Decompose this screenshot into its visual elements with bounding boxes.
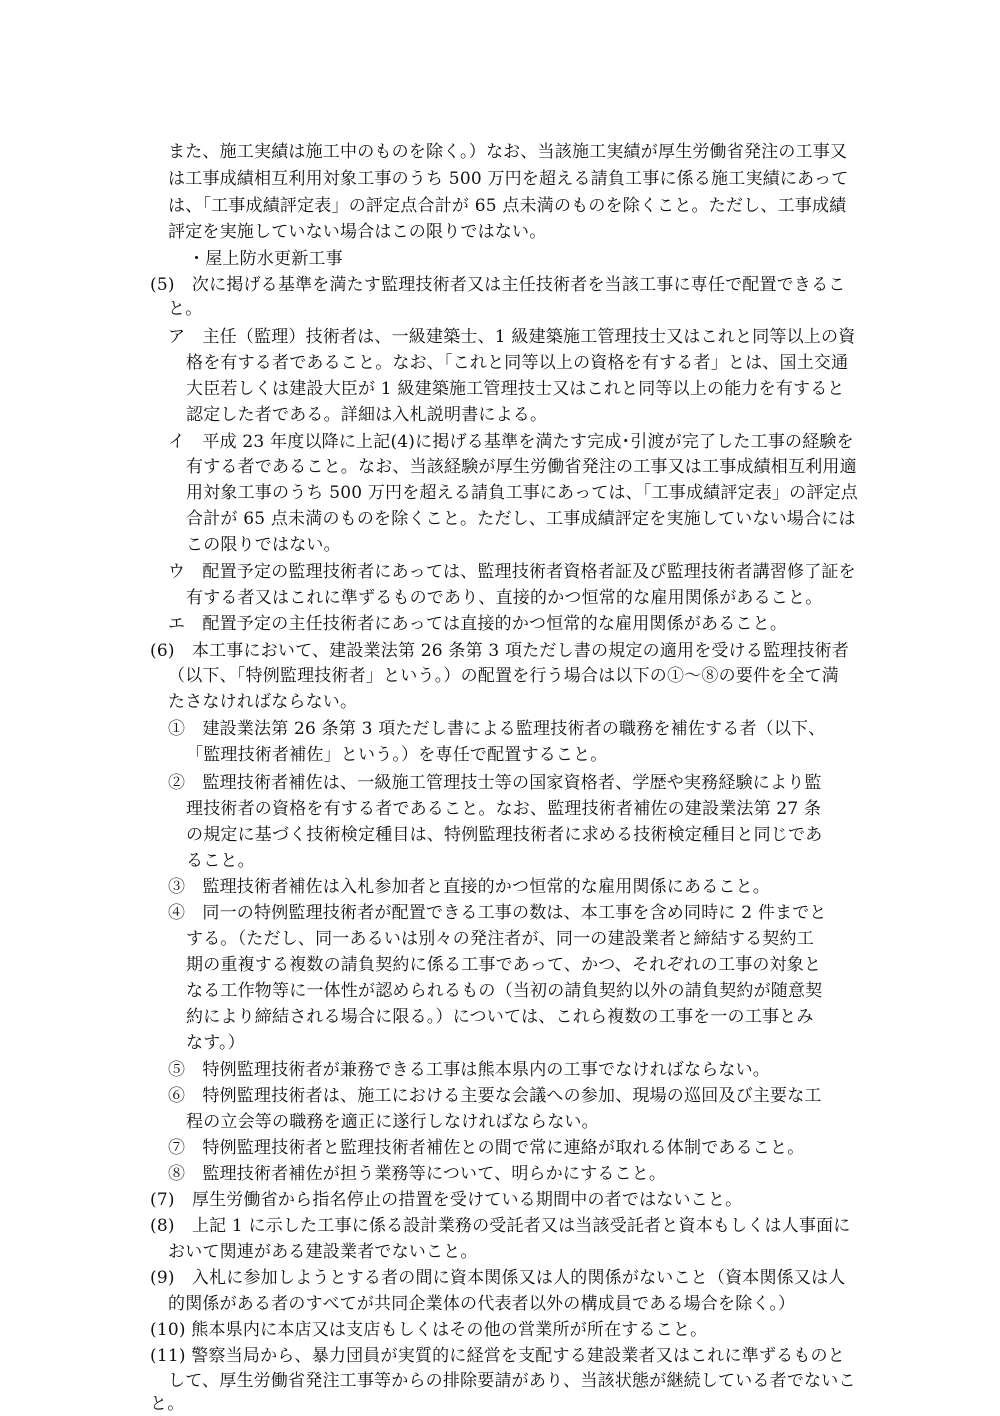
text-line: (8) 上記 1 に示した工事に係る設計業務の受託者又は当該受託者と資本もしくは人事面に [150, 1216, 851, 1236]
text-line: ⑥ 特例監理技術者は、施工における主要な会議への参加、現場の巡回及び主要な工 [168, 1086, 822, 1106]
text-line: 約により締結される場合に限る。）については、これら複数の工事を一の工事とみ [186, 1007, 814, 1027]
text-line: 合計が 65 点未満のものを除くこと。ただし、工事成績評定を実施していない場合には [186, 509, 856, 529]
text-line: イ 平成 23 年度以降に上記(4)に掲げる基準を満たす完成･引渡が完了した工事の経験を [168, 432, 854, 452]
text-line: エ 配置予定の主任技術者にあっては直接的かつ恒常的な雇用関係があること。 [168, 614, 788, 634]
text-line: 大臣若しくは建設大臣が 1 級建築施工管理技士又はこれと同等以上の能力を有すると [186, 379, 845, 399]
text-line: また、施工実績は施工中のものを除く。）なお、当該施工実績が厚生労働省発注の工事又 [168, 142, 848, 162]
text-line: 的関係がある者のすべてが共同企業体の代表者以外の構成員である場合を除く。） [168, 1294, 796, 1314]
text-line: たさなければならない。 [168, 692, 358, 712]
text-line: 評定を実施していない場合はこの限りではない。 [168, 222, 547, 242]
text-line: 有する者又はこれに準ずるものであり、直接的かつ恒常的な雇用関係があること。 [186, 588, 823, 608]
text-line: (7) 厚生労働省から指名停止の措置を受けている期間中の者ではないこと。 [150, 1190, 743, 1210]
text-line: と。 [168, 299, 203, 319]
text-line: ア 主任（監理）技術者は、一級建築士、1 級建築施工管理技士又はこれと同等以上の資 [168, 327, 856, 347]
text-line: 格を有する者であること。なお、「これと同等以上の資格を有する者」とは、国土交通 [186, 353, 849, 373]
text-line: の規定に基づく技術検定種目は、特例監理技術者に求める技術検定種目と同じであ [186, 825, 823, 845]
text-line: この限りではない。 [186, 535, 341, 555]
text-line: 理技術者の資格を有する者であること。なお、監理技術者補佐の建設業法第 27 条 [186, 799, 822, 819]
text-line: は、「工事成績評定表」の評定点合計が 65 点未満のものを除くこと。ただし、工事成績 [168, 196, 847, 216]
text-line: ① 建設業法第 26 条第 3 項ただし書による監理技術者の職務を補佐する者（以下、 [168, 719, 826, 739]
text-line: は工事成績相互利用対象工事のうち 500 万円を超える請負工事に係る施工実績にあって [168, 169, 849, 189]
text-line: して、厚生労働省発注工事等からの排除要請があり、当該状態が継続している者でないこ [168, 1371, 856, 1391]
text-line: なす。） [186, 1033, 245, 1053]
text-line: と。 [150, 1394, 185, 1414]
text-line: ⑧ 監理技術者補佐が担う業務等について、明らかにすること。 [168, 1164, 667, 1184]
text-line: ② 監理技術者補佐は、一級施工管理技士等の国家資格者、学歴や実務経験により監 [168, 773, 822, 793]
text-line: 期の重複する複数の請負契約に係る工事であって、かつ、それぞれの工事の対象と [186, 955, 822, 975]
text-line: する。（ただし、同一あるいは別々の発注者が、同一の建設業者と締結する契約工 [186, 929, 814, 949]
text-line: ること。 [186, 851, 255, 871]
text-line: ⑦ 特例監理技術者と監理技術者補佐との間で常に連絡が取れる体制であること。 [168, 1138, 805, 1158]
text-line: 有する者であること。なお、当該経験が厚生労働省発注の工事又は工事成績相互利用適 [186, 457, 857, 477]
text-line: なる工作物等に一体性が認められるもの（当初の請負契約以外の請負契約が随意契 [186, 981, 823, 1001]
text-line: 「監理技術者補佐」という。）を専任で配置すること。 [186, 745, 608, 765]
text-line: ⑤ 特例監理技術者が兼務できる工事は熊本県内の工事でなければならない。 [168, 1060, 770, 1080]
text-line: 程の立会等の職務を適正に遂行しなければならない。 [186, 1112, 599, 1132]
text-line: (6) 本工事において、建設業法第 26 条第 3 項ただし書の規定の適用を受ける監理技術者 [150, 641, 850, 661]
text-line: (9) 入札に参加しようとする者の間に資本関係又は人的関係がないこと（資本関係又は人 [150, 1268, 846, 1288]
text-line: ④ 同一の特例監理技術者が配置できる工事の数は、本工事を含め同時に 2 件までと [168, 903, 827, 923]
text-line: ③ 監理技術者補佐は入札参加者と直接的かつ恒常的な雇用関係にあること。 [168, 877, 770, 897]
text-line: 用対象工事のうち 500 万円を超える請負工事にあっては、「工事成績評定表」の評定点 [186, 483, 858, 503]
text-line: 認定した者である。詳細は入札説明書による。 [186, 405, 548, 425]
text-line: おいて関連がある建設業者でないこと。 [168, 1242, 478, 1262]
text-line: (11) 警察当局から、暴力団員が実質的に経営を支配する建設業者又はこれに準ずるものと [150, 1346, 845, 1366]
text-line: (10) 熊本県内に本店又は支店もしくはその他の営業所が所在すること。 [150, 1320, 708, 1340]
text-line: (5) 次に掲げる基準を満たす監理技術者又は主任技術者を当該工事に専任で配置できるこ [150, 275, 846, 295]
text-line: ・屋上防水更新工事 [188, 249, 343, 269]
text-line: ウ 配置予定の監理技術者にあっては、監理技術者資格者証及び監理技術者講習修了証を [168, 562, 856, 582]
text-line: （以下、「特例監理技術者」という。）の配置を行う場合は以下の①～⑧の要件を全て満 [168, 666, 839, 686]
